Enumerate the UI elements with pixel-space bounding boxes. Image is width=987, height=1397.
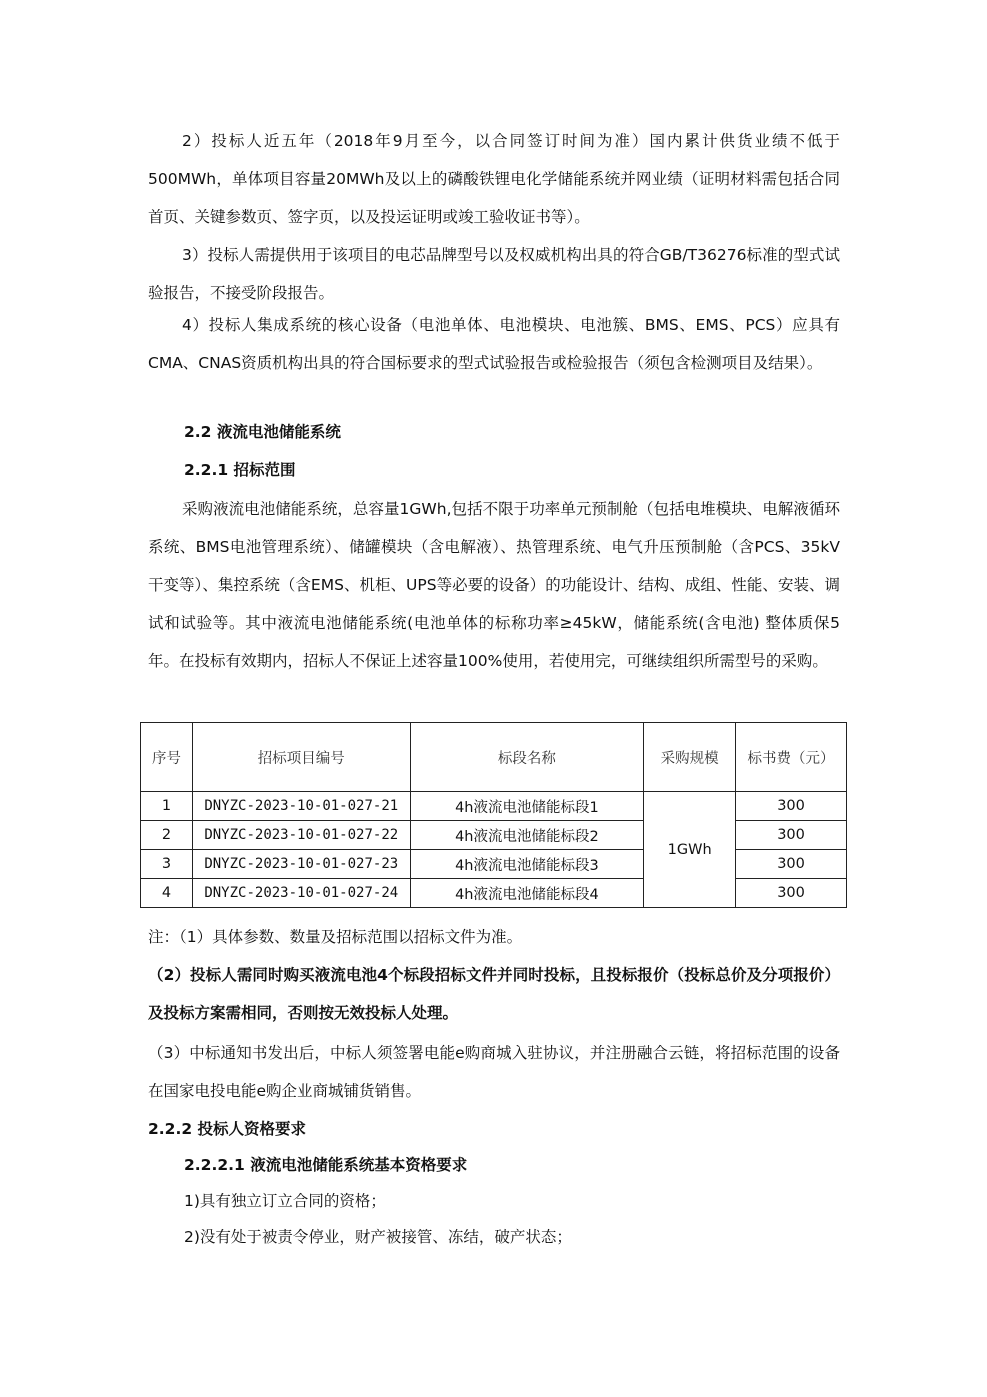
note-1: 注：（1）具体参数、数量及招标范围以招标文件为准。 bbox=[148, 928, 523, 946]
table-row bbox=[141, 879, 847, 908]
header-project-code: 招标项目编号 bbox=[192, 723, 410, 792]
header-fee: 标书费（元） bbox=[736, 723, 847, 792]
table-row bbox=[141, 792, 847, 821]
cell-no: 1 bbox=[141, 792, 193, 821]
cell-project-code: DNYZC-2023-10-01-027-21 bbox=[192, 792, 410, 821]
cell-no: 2 bbox=[141, 821, 193, 850]
header-no: 序号 bbox=[141, 723, 193, 792]
paragraph-performance-requirement: 2）投标人近五年（2018年9月至今，以合同签订时间为准）国内累计供货业绩不低于500MWh，单体项目容量20MWh及以上的磷酸铁锂电化学储能系统并网业绩（证明材料需包括合同首页、关键参数页、签字页，以及投运证明或竣工验收证书等）。 bbox=[148, 132, 840, 226]
section-heading-2-2: 2.2 液流电池储能系统 bbox=[184, 423, 341, 441]
cell-project-code: DNYZC-2023-10-01-027-23 bbox=[192, 850, 410, 879]
paragraph-procurement-scope: 采购液流电池储能系统，总容量1GWh,包括不限于功率单元预制舱（包括电堆模块、电解液循环系统、BMS电池管理系统）、储罐模块（含电解液）、热管理系统、电气升压预制舱（含PCS、35kV干变等）、集控系统（含EMS、机柜、UPS等必要的设备）的功能设计、结构、成组、性能、安装、调试和试验等。其中液流电池储能系统(电池单体的标称功率≥45kW，储能系统(含电池) 整体质保5年。在投标有效期内，招标人不保证上述容量100%使用，若使用完，可继续组织所需型号的采购。 bbox=[148, 500, 840, 670]
cell-scale: 1GWh bbox=[644, 792, 736, 908]
section-heading-2-2-2: 2.2.2 投标人资格要求 bbox=[148, 1120, 307, 1138]
cell-section-name: 4h液流电池储能标段3 bbox=[410, 850, 644, 879]
cell-fee: 300 bbox=[736, 879, 847, 908]
cell-section-name: 4h液流电池储能标段1 bbox=[410, 792, 644, 821]
header-section-name: 标段名称 bbox=[410, 723, 644, 792]
qualification-item-2: 2)没有处于被责令停业，财产被接管、冻结，破产状态； bbox=[184, 1228, 572, 1246]
header-scale: 采购规模 bbox=[644, 723, 736, 792]
paragraph-core-equipment-requirement: 4）投标人集成系统的核心设备（电池单体、电池模块、电池簇、BMS、EMS、PCS）应具有CMA、CNAS资质机构出具的符合国标要求的型式试验报告或检验报告（须包含检测项目及结果）。 bbox=[148, 316, 840, 372]
paragraph-cell-report-requirement: 3）投标人需提供用于该项目的电芯品牌型号以及权威机构出具的符合GB/T36276标准的型式试验报告，不接受阶段报告。 bbox=[148, 246, 840, 302]
cell-section-name: 4h液流电池储能标段4 bbox=[410, 879, 644, 908]
table-row bbox=[141, 821, 847, 850]
cell-fee: 300 bbox=[736, 850, 847, 879]
cell-no: 4 bbox=[141, 879, 193, 908]
cell-section-name: 4h液流电池储能标段2 bbox=[410, 821, 644, 850]
bid-sections-table bbox=[140, 722, 847, 908]
cell-no: 3 bbox=[141, 850, 193, 879]
table-header-row bbox=[141, 723, 847, 792]
qualification-item-1: 1)具有独立订立合同的资格； bbox=[184, 1192, 386, 1210]
cell-fee: 300 bbox=[736, 821, 847, 850]
cell-fee: 300 bbox=[736, 792, 847, 821]
section-heading-2-2-2-1: 2.2.2.1 液流电池储能系统基本资格要求 bbox=[184, 1156, 468, 1174]
note-3: （3）中标通知书发出后，中标人须签署电能e购商城入驻协议，并注册融合云链，将招标范围的设备在国家电投电能e购企业商城铺货销售。 bbox=[148, 1044, 840, 1100]
cell-project-code: DNYZC-2023-10-01-027-24 bbox=[192, 879, 410, 908]
section-heading-2-2-1: 2.2.1 招标范围 bbox=[184, 461, 296, 479]
note-2: （2）投标人需同时购买液流电池4个标段招标文件并同时投标，且投标报价（投标总价及分项报价）及投标方案需相同，否则按无效投标人处理。 bbox=[148, 966, 840, 1022]
cell-project-code: DNYZC-2023-10-01-027-22 bbox=[192, 821, 410, 850]
table-row bbox=[141, 850, 847, 879]
